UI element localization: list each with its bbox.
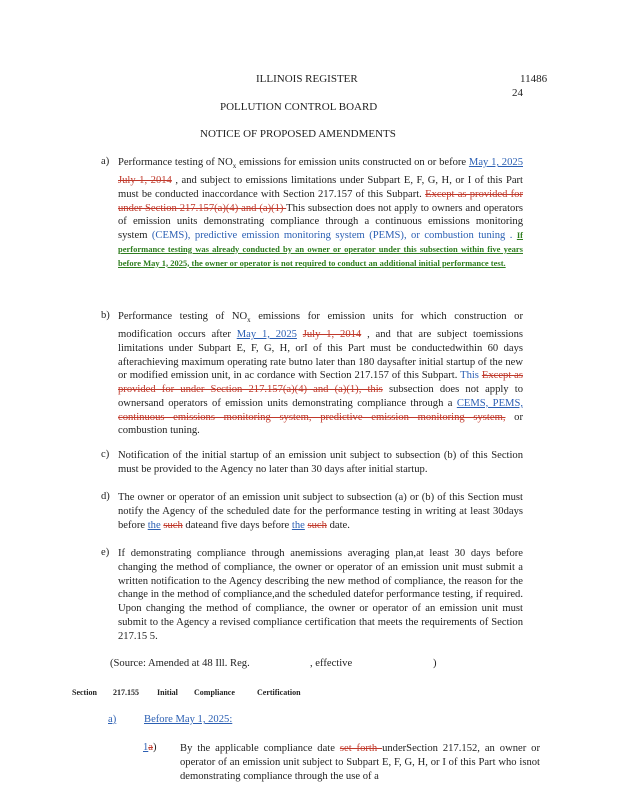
deleted-text: July 1, 2014 [118, 174, 172, 186]
para-e: If demonstrating compliance through anemissions averaging plan,at least 30 days before changing the method of compliance, the owner or operator of an emission unit must submit a written notification to the Agency describing the new method of compliance, the reason for the change in the method of compliance,and the scheduled datefor performance testing, if required. Upon changing the method of compliance, the owner or operator of an emission unit must submit to the Agency a revised compliance certification that meets the requirements of Section 217.15 5. [118, 548, 523, 642]
deleted-text: Except as provided for under Section 217.157(a)(4) and (a)(1) [118, 188, 523, 214]
nox-subscript: x [247, 316, 251, 325]
para-b-text: or combustion tuning. [118, 411, 523, 437]
para-a-text: , and subject to emissions limitations under Subpart E, F, G, H, or I of this Part must be conducted inaccordance with Section 217.157 of this Subpart. [118, 174, 524, 200]
item-1-text-part: By the applicable compliance date [180, 743, 335, 754]
source-close: ) [433, 658, 437, 669]
deleted-text: a [148, 742, 153, 753]
label-paren: ) [153, 742, 157, 753]
section-sub-a-text: Before May 1, 2025: [144, 714, 233, 725]
para-b [118, 310, 523, 438]
para-e-label: e) [101, 547, 110, 558]
section-title-word: Initial [157, 688, 178, 697]
issue-number: 24 [512, 87, 523, 99]
para-a-label: a) [101, 156, 110, 167]
inserted-text: (CEMS), predictive emission monitoring system (PEMS), or combustion tuning . [151, 230, 513, 242]
inserted-text: May 1, 2025 [236, 328, 297, 340]
section-number: 217.155 [113, 688, 139, 697]
section-sub-a-label: a) [108, 714, 117, 725]
deleted-text: continuous emissions monitoring system, predictive emission monitoring system, [118, 411, 506, 423]
inserted-text: CEMS, PEMS, [456, 397, 523, 409]
inserted-text: This [460, 370, 479, 382]
para-b-label: b) [101, 310, 110, 321]
inserted-text: the [291, 519, 305, 531]
item-1-text-part: underSection 217.152, an owner or operator of an emission unit subject to Subpart E, F, G, H, or I of this Part who isnot demonstrating compliance through the use of a [180, 743, 540, 782]
inserted-text: 1 [143, 742, 149, 753]
inserted-green-text: If performance testing was already conducted by an owner or operator under this subsection within five years before May 1, 2025, the owner or operator is not required to conduct an additional initial performance test. [118, 230, 523, 268]
item-1-label [143, 742, 157, 753]
para-a-text: Performance testing of NO [118, 157, 233, 168]
source-note: (Source: Amended at 48 Ill. Reg. [110, 658, 250, 669]
para-b-text: subsection does not apply to ownersand operators of emission units demonstrating compliance through a [118, 384, 523, 409]
para-c: Notification of the initial startup of an emission unit subject to subsection (b) of this Section must be provided to the Agency no later than 30 days after initial startup. [118, 450, 523, 475]
deleted-text: such [163, 519, 183, 531]
inserted-text: May 1, 2025 [468, 157, 523, 168]
para-a-text: emissions for emission units constructed on or before [236, 157, 467, 168]
para-d-text: date. [326, 519, 350, 531]
para-d-text: dateand five days before [182, 519, 290, 531]
board-title: POLLUTION CONTROL BOARD [220, 101, 378, 113]
para-b-text: emissions for emission units for which construction or modification occurs after [118, 311, 523, 340]
source-effective: , effective [310, 658, 353, 669]
para-c-label: c) [101, 449, 110, 460]
item-1-text [180, 742, 540, 783]
notice-title: NOTICE OF PROPOSED AMENDMENTS [200, 128, 396, 140]
section-title-word: Compliance [194, 688, 235, 697]
inserted-text: the [147, 519, 161, 531]
para-b-text: , and that are subject toemissions limitations under Subpart E, F, G, H, orI of this Part must be conductedwithin 60 days afterachieving maximum operating rate butno later than 180 daysafter initial startup of the new or modified emission unit, in ac cordance with Section 217.157 of this Subpart. [118, 328, 524, 382]
para-d-label: d) [101, 491, 110, 502]
para-b-text: Performance testing of NO [118, 311, 248, 322]
deleted-text: set forth [339, 743, 383, 754]
deleted-text: Except as provided for under Section 217.157(a)(4) and (a)(1), this [118, 370, 523, 396]
page-number: 11486 [520, 73, 548, 85]
deleted-text: such [307, 519, 327, 531]
section-label: Section [72, 688, 97, 697]
para-a [118, 156, 523, 270]
para-d-text: The owner or operator of an emission unit subject to subsection (a) or (b) of this Section must notify the Agency of the scheduled date for the performance testing in writing at least 30days before [118, 492, 523, 531]
register-title: ILLINOIS REGISTER [256, 73, 358, 85]
nox-subscript: x [232, 162, 237, 171]
deleted-text: July 1, 2014 [302, 328, 362, 340]
para-a-text: This subsection does not apply to owners and operators of emission units demonstrating compliance through a continuous emissions monitoring system [118, 202, 523, 242]
para-d [118, 491, 523, 532]
section-title-word: Certification [257, 688, 301, 697]
